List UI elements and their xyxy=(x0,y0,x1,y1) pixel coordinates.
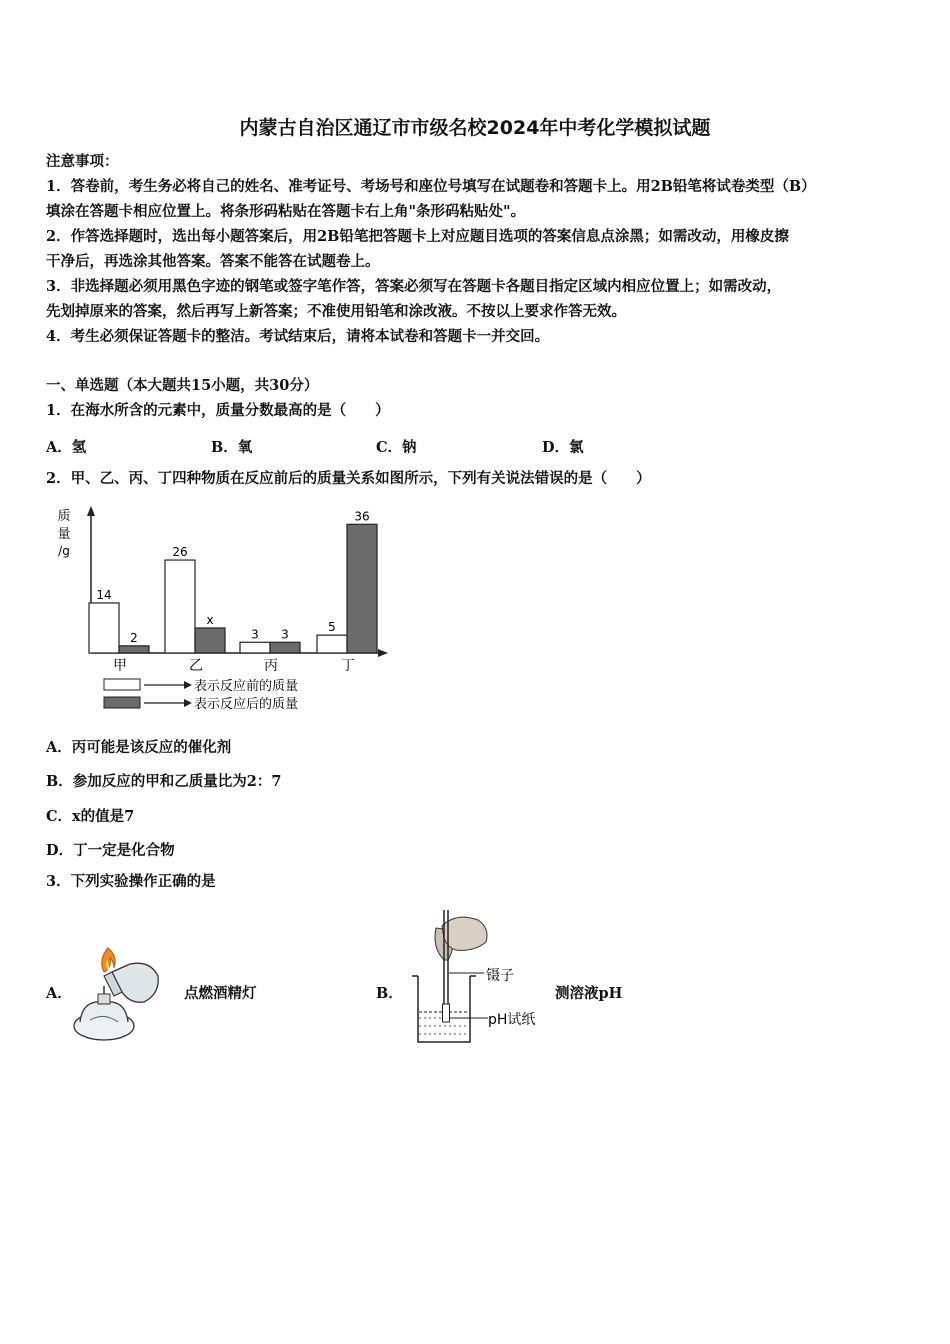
bar-value-label: 5 xyxy=(328,620,336,635)
legend-arrowhead xyxy=(184,699,192,707)
page-title: 内蒙古自治区通辽市市级名校2024年中考化学模拟试题 xyxy=(239,117,711,139)
q1-option-c: C．钠 xyxy=(376,439,417,456)
category-label: 乙 xyxy=(189,658,203,674)
bar-after-丙 xyxy=(270,642,300,653)
legend-swatch-before xyxy=(104,679,140,690)
notice-line: 3．非选择题必须用黑色字迹的钢笔或签字笔作答，答案必须写在答题卡各题目指定区域内相应位置上；如需改动， xyxy=(46,278,782,295)
q3-option-a-letter: A． xyxy=(46,985,72,1002)
q2-option-b: B．参加反应的甲和乙质量比为2：7 xyxy=(46,773,282,790)
q1-option-b: B．氧 xyxy=(211,439,253,456)
category-label: 丙 xyxy=(264,658,278,674)
y-label-3: /g xyxy=(58,544,70,558)
notice-line: 2．作答选择题时，选出每小题答案后，用2B铅笔把答题卡上对应题目选项的答案信息点涂黑；如需改动，用橡皮擦 xyxy=(46,228,789,245)
bar-before-乙 xyxy=(165,560,195,653)
category-label: 丁 xyxy=(341,658,355,674)
bar-before-甲 xyxy=(89,603,119,653)
bar-before-丁 xyxy=(317,635,347,653)
q1-stem: 1．在海水所含的元素中，质量分数最高的是（ ） xyxy=(46,402,390,419)
bar-value-label: 2 xyxy=(130,630,138,645)
bar-after-乙 xyxy=(195,628,225,653)
section-heading: 一、单选题（本大题共15小题，共30分） xyxy=(46,377,319,394)
bar-value-label: 3 xyxy=(251,627,259,642)
legend-swatch-after xyxy=(104,697,140,708)
q3-option-b-letter: B． xyxy=(376,985,403,1002)
q2-stem: 2．甲、乙、丙、丁四种物质在反应前后的质量关系如图所示，下列有关说法错误的是（ ） xyxy=(46,470,651,487)
bar-value-label: 14 xyxy=(96,587,112,602)
legend-arrowhead xyxy=(184,681,192,689)
notice-line: 干净后，再选涂其他答案。答案不能答在试题卷上。 xyxy=(46,253,380,270)
notice-line: 4．考生必须保证答题卡的整洁。考试结束后，请将本试卷和答题卡一并交回。 xyxy=(46,328,550,345)
q1-option-d: D．氯 xyxy=(542,439,584,456)
notice-line: 1．答卷前，考生务必将自己的姓名、准考证号、考场号和座位号填写在试题卷和答题卡上。用2B铅笔将试卷类型（B） xyxy=(46,178,816,195)
legend-label-before: 表示反应前的质量 xyxy=(194,679,299,694)
label-ph-paper: pH试纸 xyxy=(488,1012,536,1028)
ph-test-beaker-icon xyxy=(404,908,554,1048)
category-label: 甲 xyxy=(113,658,127,674)
bar-value-label: x xyxy=(206,612,214,627)
label-tweezers: 镊子 xyxy=(486,968,514,984)
bar-before-丙 xyxy=(240,642,270,653)
y-label-2: 量 xyxy=(57,527,71,542)
q3-option-b-caption: 测溶液pH xyxy=(555,985,623,1002)
alcohol-lamp-icon xyxy=(68,942,168,1046)
notice-heading: 注意事项： xyxy=(46,153,119,170)
bar-value-label: 26 xyxy=(172,545,188,560)
x-axis-arrow xyxy=(378,649,388,657)
bar-value-label: 3 xyxy=(281,627,289,642)
q3-stem: 3．下列实验操作正确的是 xyxy=(46,873,216,890)
mass-bar-chart xyxy=(44,500,394,718)
q3-option-a-caption: 点燃酒精灯 xyxy=(184,985,257,1002)
notice-line: 填涂在答题卡相应位置上。将条形码粘贴在答题卡右上角"条形码粘贴处"。 xyxy=(46,203,526,220)
q1-option-a: A．氢 xyxy=(46,439,87,456)
q2-option-d: D．丁一定是化合物 xyxy=(46,842,175,859)
notice-line: 先划掉原来的答案，然后再写上新答案；不准使用铅笔和涂改液。不按以上要求作答无效。 xyxy=(46,303,626,320)
legend-label-after: 表示反应后的质量 xyxy=(194,697,299,712)
bar-after-丁 xyxy=(347,524,377,653)
bar-value-label: 36 xyxy=(354,509,370,524)
q2-option-a: A．丙可能是该反应的催化剂 xyxy=(46,739,232,756)
bar-after-甲 xyxy=(119,646,149,653)
q2-option-c: C．x的值是7 xyxy=(46,808,135,825)
y-label-1: 质 xyxy=(57,509,71,524)
y-axis-arrow xyxy=(87,506,95,516)
